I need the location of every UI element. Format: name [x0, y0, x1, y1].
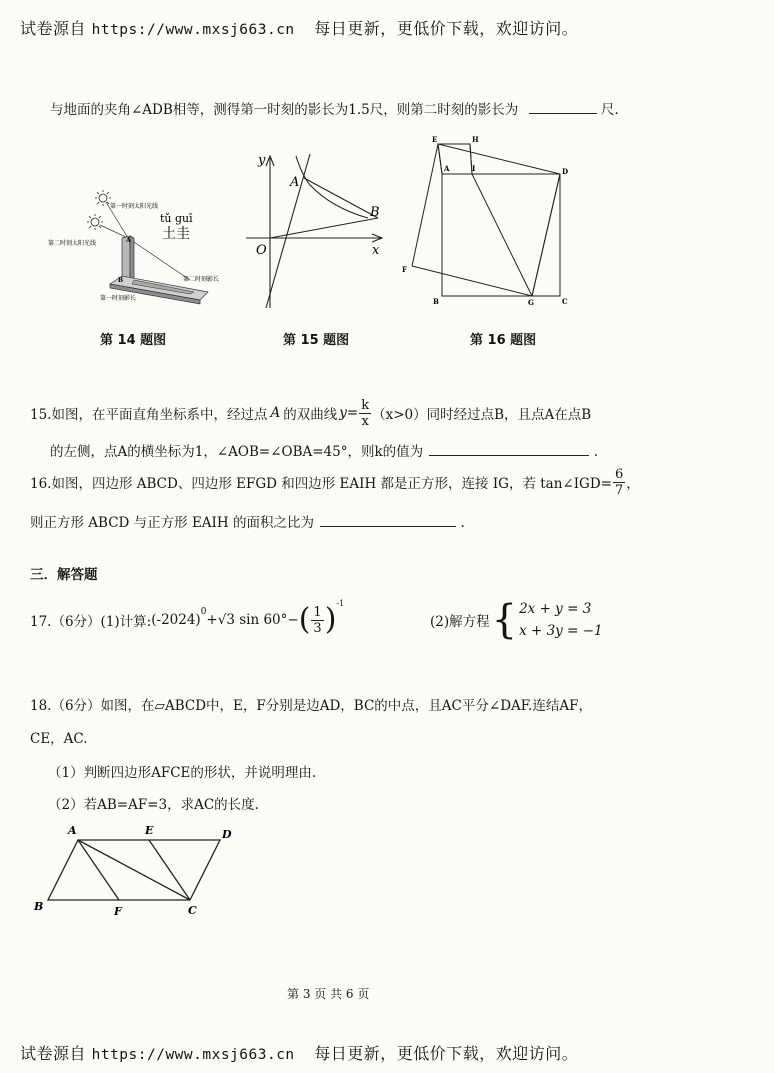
q17-frac-num: 1: [313, 604, 322, 620]
label-second-sun: 第二时刻太阳光线: [48, 240, 97, 247]
q17-part2-label: (2)解方程: [430, 614, 490, 630]
q16-line2: [30, 511, 465, 531]
source-label: 试卷源自: [20, 19, 87, 38]
q14-answer-blank[interactable]: [529, 100, 597, 114]
q16-line1: [30, 462, 640, 502]
point-a-14: A: [126, 237, 131, 244]
q17-frac-den: 3: [313, 620, 322, 636]
q15-text-1: 15.如图，在平面直角坐标系中，经过点: [30, 407, 268, 423]
axis-x-label: x: [372, 243, 380, 258]
point-f-16: F: [402, 265, 407, 274]
source-url[interactable]: https://www.mxsj663.cn: [91, 22, 295, 38]
q14-text: 与地面的夹角∠ADB相等，测得第一时刻的影长为1.5尺，则第二时刻的影长为: [50, 102, 519, 118]
point-b-16: B: [433, 297, 439, 306]
hanzi-tugui: 土圭: [162, 226, 190, 242]
point-a-18: A: [68, 824, 77, 837]
point-b-14: B: [118, 277, 124, 284]
slogan: 每日更新，更低价下载，欢迎访问。: [314, 19, 579, 38]
bottom-header: [20, 1041, 578, 1064]
q17-expr-a: (-2024): [151, 612, 201, 628]
point-i-16: I: [472, 164, 476, 173]
label-second-shadow: 第二时刻影长: [183, 276, 220, 283]
q18-sub2: （2）若AB=AF=3，求AC的长度.: [48, 797, 259, 813]
q17-sup-m1: -1: [336, 599, 345, 608]
point-b-18: B: [34, 900, 44, 913]
point-e-16: E: [432, 135, 438, 144]
q15-text-2: 的双曲线: [283, 407, 338, 423]
q17-line: [30, 597, 344, 643]
q15-fraction: [359, 398, 371, 429]
figure-16: [400, 134, 580, 309]
q16-fraction: [613, 467, 625, 498]
q15-text-4: 的左侧，点A的横坐标为1，∠AOB=∠OBA=45°，则k的值为: [50, 444, 424, 460]
q17-system-brace: {: [491, 597, 518, 643]
sun-icon-first: [95, 190, 111, 206]
point-c-18: C: [188, 904, 197, 917]
q15-frac-den: x: [361, 413, 369, 429]
q17-fraction: [311, 605, 323, 636]
q15-answer-blank[interactable]: [429, 442, 589, 456]
q15-condition: （x>0）: [372, 407, 427, 423]
origin-label: O: [256, 243, 267, 258]
caption-fig14: 第 14 题图: [100, 333, 167, 348]
section-3-title: 三．解答题: [30, 567, 98, 583]
point-d-16: D: [562, 167, 569, 176]
q14-tail-line: [50, 98, 619, 118]
point-g-16: G: [528, 298, 534, 307]
point-b-15: B: [370, 205, 380, 220]
pinyin: tǔ guī: [160, 212, 193, 225]
q18-sub1: （1）判断四边形AFCE的形状，并说明理由.: [48, 765, 317, 781]
q17-part2: [430, 597, 603, 643]
q16-text-1: 16.如图，四边形 ABCD、四边形 EFGD 和四边形 EAIH 都是正方形，连接 IG，若 tan∠IGD=: [30, 476, 612, 492]
point-d-18: D: [222, 828, 232, 841]
q16-text-2: 则正方形 ABCD 与正方形 EAIH 的面积之比为: [30, 515, 314, 531]
q15-line1: [30, 393, 591, 433]
top-header: [20, 16, 578, 39]
page-number: 第 3 页 共 6 页: [287, 987, 370, 1001]
axis-y-label: y: [258, 153, 266, 168]
q15-end: .: [593, 444, 599, 460]
q18-line2: CE，AC.: [30, 731, 88, 747]
q15-y-eq: y=: [339, 405, 359, 421]
q17-paren-right: ): [324, 602, 337, 637]
q16-frac-num: 6: [614, 466, 624, 482]
q18-line1: 18.（6分）如图，在▱ABCD中，E，F分别是边AD，BC的中点，且AC平分∠DAF.连结AF，: [30, 698, 592, 714]
source-label-bottom: 试卷源自: [20, 1044, 87, 1063]
q17-expr-b: +√3 sin 60°−: [206, 612, 299, 628]
q15-frac-num: k: [361, 397, 370, 413]
point-a-15: A: [290, 175, 300, 190]
slogan-bottom: 每日更新，更低价下载，欢迎访问。: [314, 1044, 579, 1063]
point-f-18: F: [114, 905, 122, 918]
q17-eq2: x + 3y = −1: [519, 623, 603, 639]
point-c-16: C: [562, 297, 568, 306]
q16-end-1: ，: [626, 476, 640, 492]
q17-eq1: 2x + y = 3: [519, 601, 592, 617]
q16-frac-den: 7: [614, 482, 624, 498]
figure-18: [28, 818, 248, 922]
label-first-shadow: 第一时刻影长: [100, 295, 137, 302]
source-url-bottom[interactable]: https://www.mxsj663.cn: [91, 1047, 295, 1063]
q14-unit: 尺.: [600, 102, 619, 118]
q17-system: [519, 598, 603, 642]
figure-14: [40, 180, 220, 310]
caption-fig15: 第 15 题图: [283, 333, 350, 348]
point-a-16: A: [444, 164, 450, 173]
q15-line2: [50, 440, 598, 460]
label-first-sun: 第一时刻太阳光线: [110, 203, 159, 210]
point-h-16: H: [472, 135, 479, 144]
q17-label: 17.（6分）(1)计算:: [30, 614, 152, 630]
point-e-18: E: [145, 824, 154, 837]
caption-fig16: 第 16 题图: [470, 333, 537, 348]
q17-sup-0: 0: [200, 607, 207, 617]
figure-15: [240, 150, 390, 310]
q16-end-2: .: [460, 515, 465, 531]
q16-answer-blank[interactable]: [320, 513, 456, 527]
q15-text-3: 同时经过点B，且点A在点B: [426, 407, 592, 423]
q17-paren-left: (: [298, 602, 311, 637]
sun-icon-second: [87, 214, 103, 230]
q15-point-a: A: [270, 405, 281, 421]
